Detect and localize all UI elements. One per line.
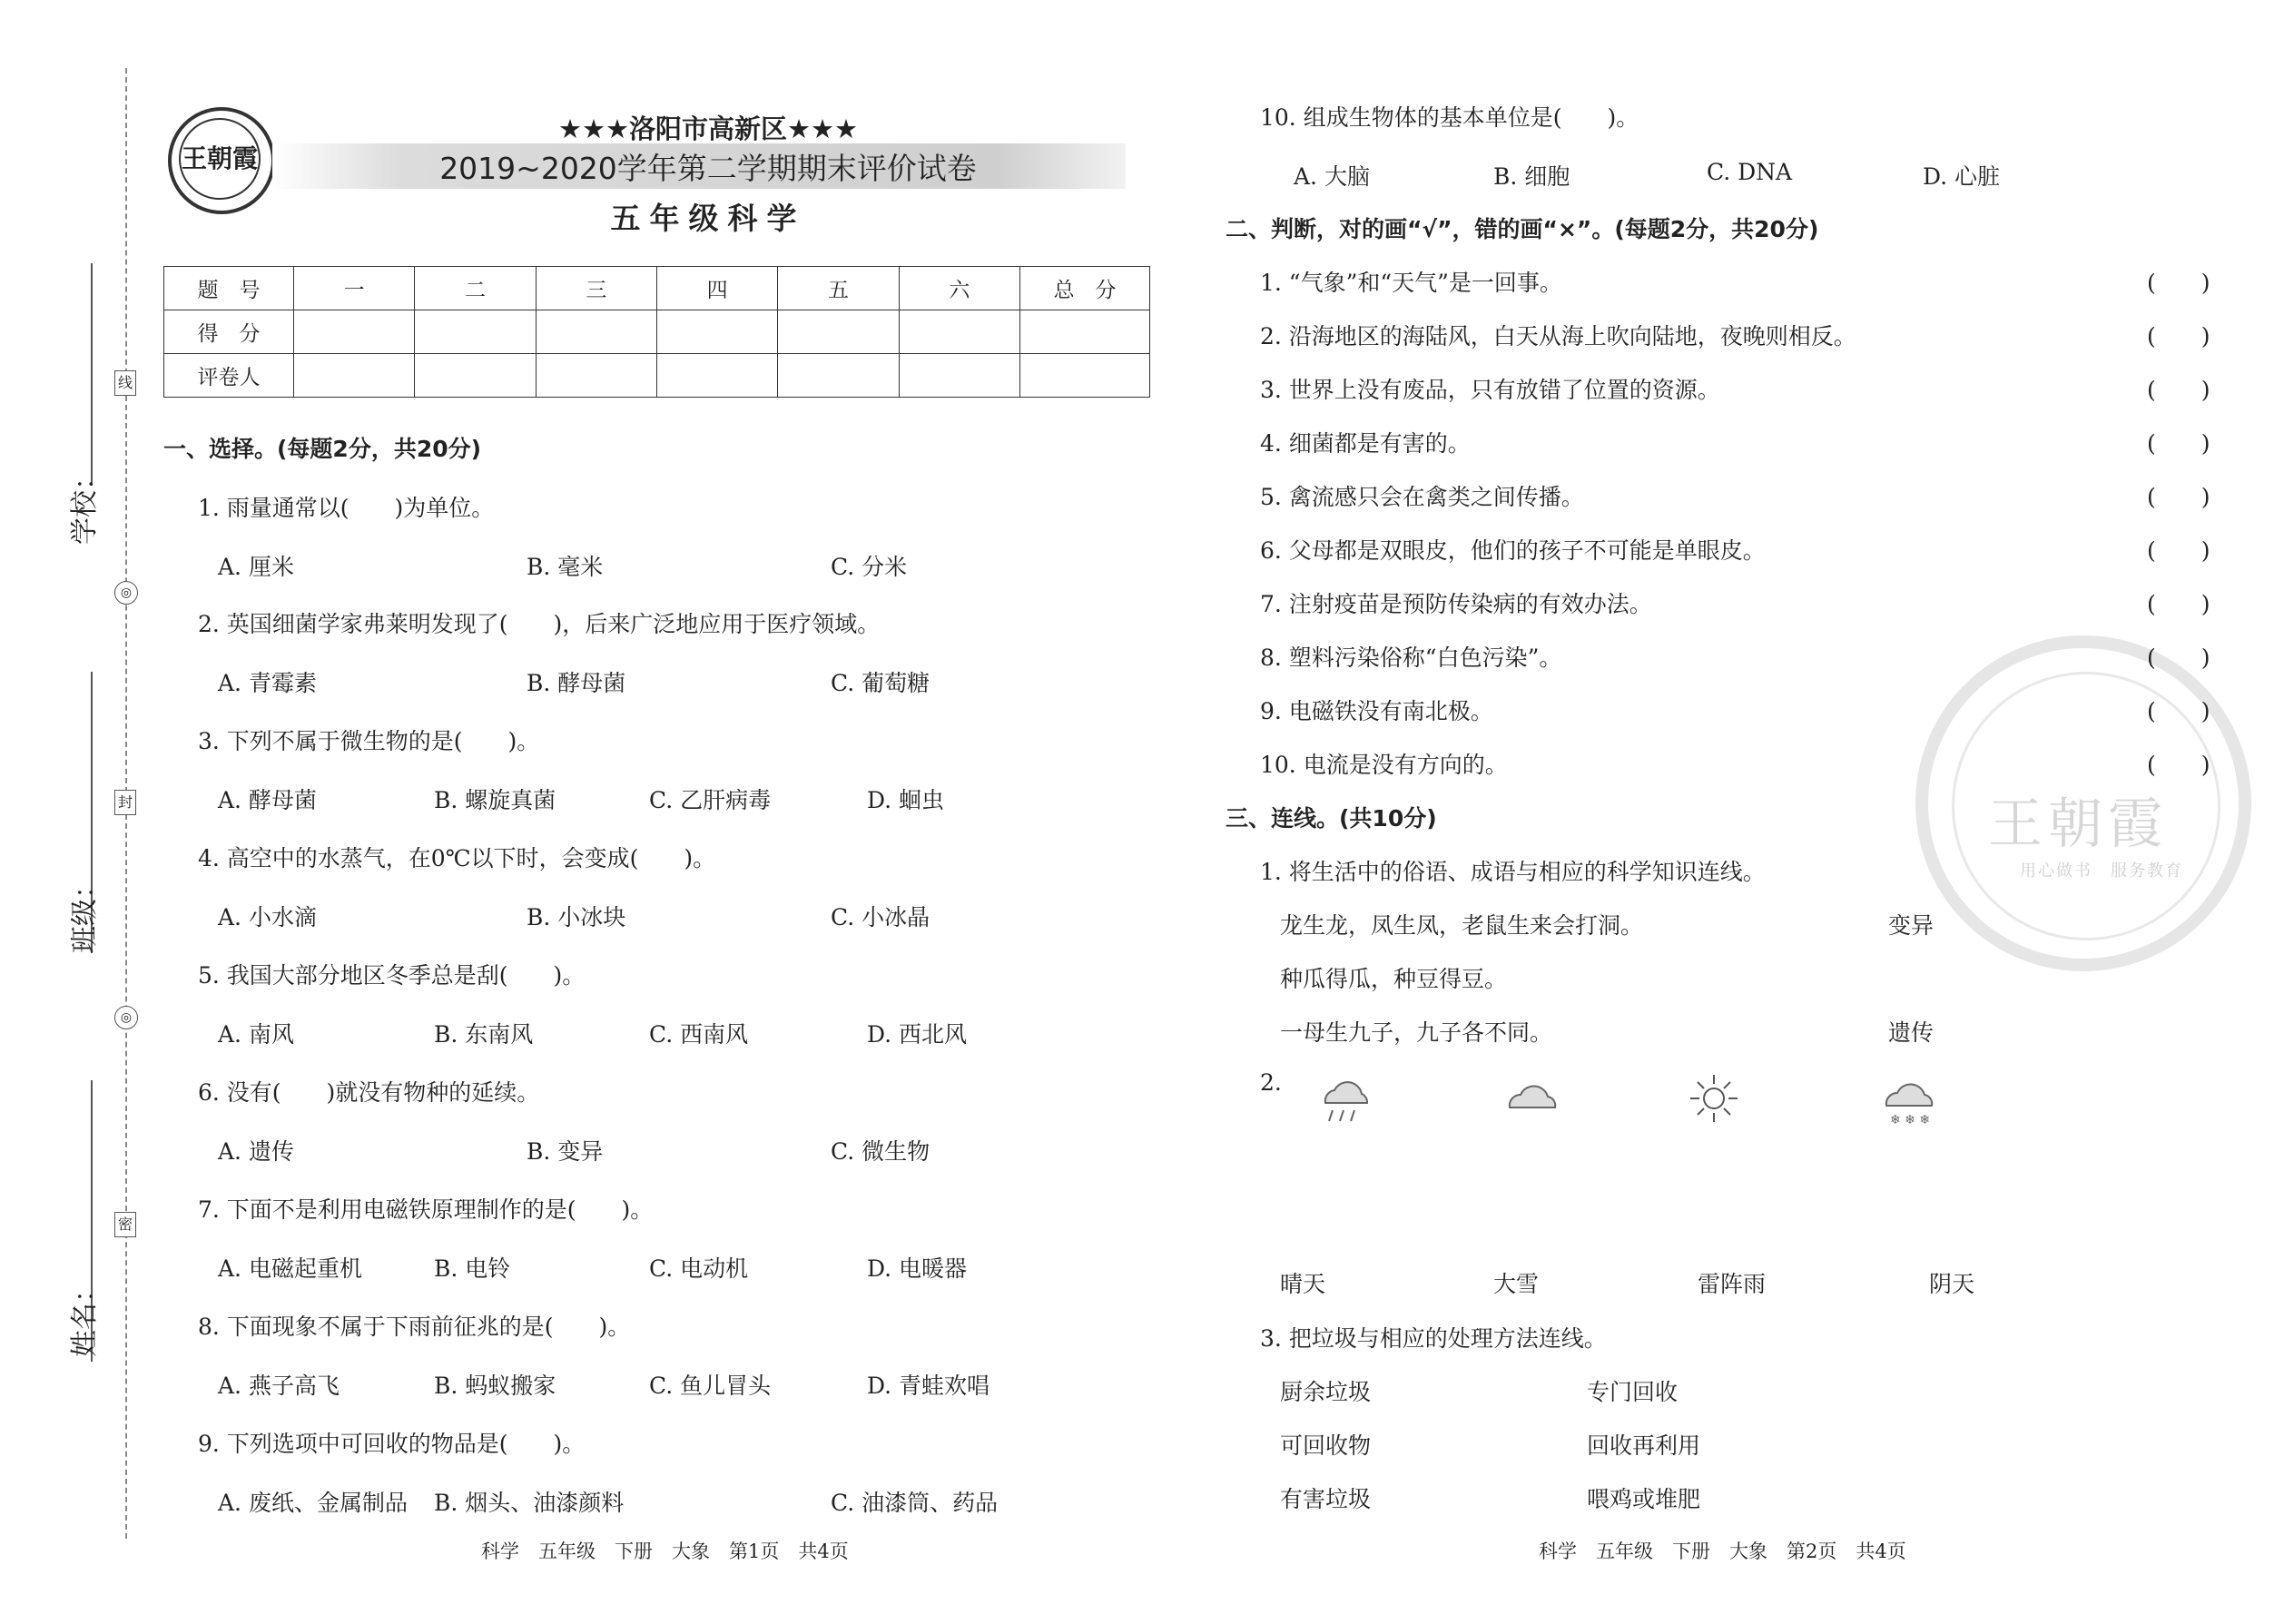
garbage-item[interactable]: 厨余垃圾: [1280, 1379, 1372, 1405]
score-row-label: 评卷人: [164, 354, 294, 398]
section1-title: 一、选择。(每题2分，共20分): [163, 436, 482, 462]
option[interactable]: B. 烟头、油漆颜料: [434, 1490, 625, 1516]
judge-item: 4. 细菌都是有害的。: [1260, 430, 1471, 457]
judge-item: 8. 塑料污染俗称“白色污染”。: [1260, 645, 1562, 671]
score-cell[interactable]: [536, 310, 656, 354]
option[interactable]: A. 遗传: [218, 1138, 294, 1165]
section3-title: 三、连线。(共10分): [1226, 805, 1437, 832]
method-item[interactable]: 回收再利用: [1587, 1432, 1701, 1459]
cloudy-icon[interactable]: [1502, 1078, 1566, 1115]
option[interactable]: B. 小冰块: [527, 904, 626, 930]
saying-item[interactable]: 种瓜得瓜，种豆得豆。: [1280, 966, 1508, 992]
option[interactable]: B. 酵母菌: [527, 670, 626, 696]
judge-item: 10. 电流是没有方向的。: [1260, 752, 1508, 778]
grader-cell[interactable]: [536, 354, 656, 398]
judge-item: 6. 父母都是双眼皮，他们的孩子不可能是单眼皮。: [1260, 537, 1766, 564]
judge-item: 3. 世界上没有废品，只有放错了位置的资源。: [1260, 377, 1720, 403]
exam-subject: 五年级科学: [610, 201, 806, 236]
score-cell[interactable]: [415, 310, 536, 354]
fold-mark-seal: 封: [114, 790, 136, 815]
knowledge-item[interactable]: 变异: [1888, 912, 1935, 939]
option[interactable]: C. 分米: [831, 554, 908, 580]
watermark-sub: 用心做书 服务教育: [2020, 861, 2183, 881]
method-item[interactable]: 喂鸡或堆肥: [1587, 1486, 1701, 1512]
logo-text: 王朝霞: [179, 118, 261, 200]
answer-paren[interactable]: ( ): [2147, 645, 2210, 671]
watermark-text: 王朝霞: [1988, 792, 2168, 856]
score-cell[interactable]: [294, 310, 415, 354]
section2-title: 二、判断，对的画“√”，错的画“×”。(每题2分，共20分): [1226, 216, 1819, 242]
exam-region: ★★★洛阳市高新区★★★: [558, 113, 858, 144]
score-header: 五: [778, 267, 899, 310]
answer-paren[interactable]: ( ): [2147, 377, 2210, 403]
answer-paren[interactable]: ( ): [2147, 591, 2210, 617]
option[interactable]: B. 螺旋真菌: [434, 787, 556, 813]
score-header: 题 号: [164, 267, 294, 310]
weather-label[interactable]: 阴天: [1929, 1271, 1975, 1297]
fold-mark-line: 线: [114, 370, 136, 396]
question-8: 8. 下面现象不属于下雨前征兆的是( )。: [198, 1314, 631, 1340]
option[interactable]: B. 蚂蚁搬家: [434, 1373, 556, 1399]
score-row-label: 得 分: [164, 310, 294, 354]
option[interactable]: C. 油漆筒、药品: [831, 1490, 999, 1516]
option[interactable]: A. 大脑: [1294, 163, 1370, 190]
option[interactable]: A. 南风: [218, 1021, 294, 1048]
question-5: 5. 我国大部分地区冬季总是刮( )。: [198, 962, 586, 989]
answer-paren[interactable]: ( ): [2147, 270, 2210, 296]
option[interactable]: C. 小冰晶: [831, 904, 930, 930]
judge-item: 9. 电磁铁没有南北极。: [1260, 698, 1493, 724]
answer-paren[interactable]: ( ): [2147, 323, 2210, 349]
weather-label[interactable]: 雷阵雨: [1698, 1271, 1767, 1297]
weather-label[interactable]: 晴天: [1280, 1271, 1326, 1297]
judge-item: 7. 注射疫苗是预防传染病的有效办法。: [1260, 591, 1652, 617]
option[interactable]: A. 酵母菌: [218, 787, 317, 813]
answer-paren[interactable]: ( ): [2147, 430, 2210, 457]
option[interactable]: D. 西北风: [867, 1021, 968, 1048]
option[interactable]: C. 鱼儿冒头: [649, 1373, 772, 1399]
school-label: 学校：: [69, 463, 101, 545]
option[interactable]: C. 微生物: [831, 1138, 930, 1165]
knowledge-item[interactable]: 遗传: [1888, 1019, 1935, 1046]
grader-cell[interactable]: [656, 354, 777, 398]
option[interactable]: D. 青蛙欢唱: [867, 1373, 990, 1399]
score-header: 三: [536, 267, 656, 310]
option[interactable]: C. 西南风: [649, 1021, 749, 1048]
option[interactable]: D. 蛔虫: [867, 787, 945, 813]
judge-item: 2. 沿海地区的海陆风，白天从海上吹向陆地，夜晚则相反。: [1260, 323, 1856, 349]
option[interactable]: A. 小水滴: [218, 904, 317, 930]
page-footer-right: 科学 五年级 下册 大象 第2页 共4页: [1539, 1540, 1906, 1562]
option[interactable]: C. 葡萄糖: [831, 670, 930, 696]
score-cell[interactable]: [899, 310, 1019, 354]
score-header: 六: [899, 267, 1019, 310]
grader-cell[interactable]: [778, 354, 899, 398]
option[interactable]: A. 电磁起重机: [218, 1255, 362, 1282]
grader-cell[interactable]: [1020, 354, 1150, 398]
garbage-item[interactable]: 可回收物: [1280, 1432, 1372, 1459]
thunder-rain-icon[interactable]: [1314, 1076, 1378, 1130]
option[interactable]: C. 电动机: [649, 1255, 749, 1282]
question-1: 1. 雨量通常以( )为单位。: [198, 495, 495, 521]
question-2: 2. 英国细菌学家弗莱明发现了( )，后来广泛地应用于医疗领域。: [198, 611, 881, 637]
option[interactable]: A. 燕子高飞: [218, 1373, 340, 1399]
question-10: 10. 组成生物体的基本单位是( )。: [1260, 104, 1639, 131]
option[interactable]: B. 毫米: [527, 554, 604, 580]
fold-circle-icon: ◎: [114, 581, 138, 605]
answer-paren[interactable]: ( ): [2147, 537, 2210, 564]
option[interactable]: C. 乙肝病毒: [649, 787, 772, 813]
garbage-item[interactable]: 有害垃圾: [1280, 1486, 1372, 1512]
judge-item: 5. 禽流感只会在禽类之间传播。: [1260, 484, 1584, 510]
answer-paren[interactable]: ( ): [2147, 484, 2210, 510]
snow-icon[interactable]: [1877, 1078, 1941, 1129]
option[interactable]: B. 电铃: [434, 1255, 511, 1282]
saying-item[interactable]: 龙生龙，凤生凤，老鼠生来会打洞。: [1280, 912, 1644, 939]
method-item[interactable]: 专门回收: [1587, 1379, 1679, 1405]
grader-cell[interactable]: [294, 354, 415, 398]
answer-paren[interactable]: ( ): [2147, 698, 2210, 724]
svg-text:❄ ❄ ❄: ❄ ❄ ❄: [1890, 1113, 1931, 1127]
saying-item[interactable]: 一母生九子，九子各不同。: [1280, 1019, 1553, 1046]
option[interactable]: A. 青霉素: [218, 670, 317, 696]
score-cell[interactable]: [778, 310, 899, 354]
judge-item: 1. “气象”和“天气”是一回事。: [1260, 270, 1562, 296]
option[interactable]: B. 细胞: [1493, 163, 1570, 190]
score-header: 总 分: [1020, 267, 1150, 310]
page-footer-left: 科学 五年级 下册 大象 第1页 共4页: [481, 1540, 849, 1562]
exam-title: 2019~2020学年第二学期期末评价试卷: [439, 151, 977, 186]
score-cell[interactable]: [1020, 310, 1150, 354]
option[interactable]: B. 变异: [527, 1138, 604, 1165]
name-label: 姓名：: [69, 1275, 101, 1357]
grader-cell[interactable]: [415, 354, 536, 398]
score-table: [163, 266, 1150, 398]
question-6: 6. 没有( )就没有物种的延续。: [198, 1079, 540, 1106]
option[interactable]: A. 厘米: [218, 554, 294, 580]
answer-paren[interactable]: ( ): [2147, 752, 2210, 778]
score-header: 二: [415, 267, 536, 310]
question-9: 9. 下列选项中可回收的物品是( )。: [198, 1431, 586, 1457]
weather-label[interactable]: 大雪: [1493, 1271, 1540, 1297]
connect-q2: 2.: [1260, 1069, 1282, 1096]
question-3: 3. 下列不属于微生物的是( )。: [198, 728, 540, 754]
fold-mark-secret: 密: [114, 1212, 136, 1237]
fold-circle-icon: ◎: [114, 1006, 138, 1029]
option[interactable]: A. 废纸、金属制品: [218, 1490, 408, 1516]
grader-cell[interactable]: [899, 354, 1019, 398]
question-4: 4. 高空中的水蒸气，在0℃以下时，会变成( )。: [198, 845, 716, 871]
option[interactable]: D. 心脏: [1923, 163, 2001, 190]
question-7: 7. 下面不是利用电磁铁原理制作的是( )。: [198, 1196, 654, 1223]
option[interactable]: C. DNA: [1707, 159, 1793, 185]
school-write-line: [91, 263, 93, 486]
connect-q3: 3. 把垃圾与相应的处理方法连线。: [1260, 1325, 1607, 1352]
sunny-icon[interactable]: [1687, 1071, 1741, 1126]
class-label: 班级：: [69, 871, 101, 953]
score-cell[interactable]: [656, 310, 777, 354]
score-header: 一: [294, 267, 415, 310]
score-header: 四: [656, 267, 777, 310]
option[interactable]: B. 东南风: [434, 1021, 534, 1048]
option[interactable]: D. 电暖器: [867, 1255, 968, 1282]
connect-q1: 1. 将生活中的俗语、成语与相应的科学知识连线。: [1260, 859, 1766, 885]
